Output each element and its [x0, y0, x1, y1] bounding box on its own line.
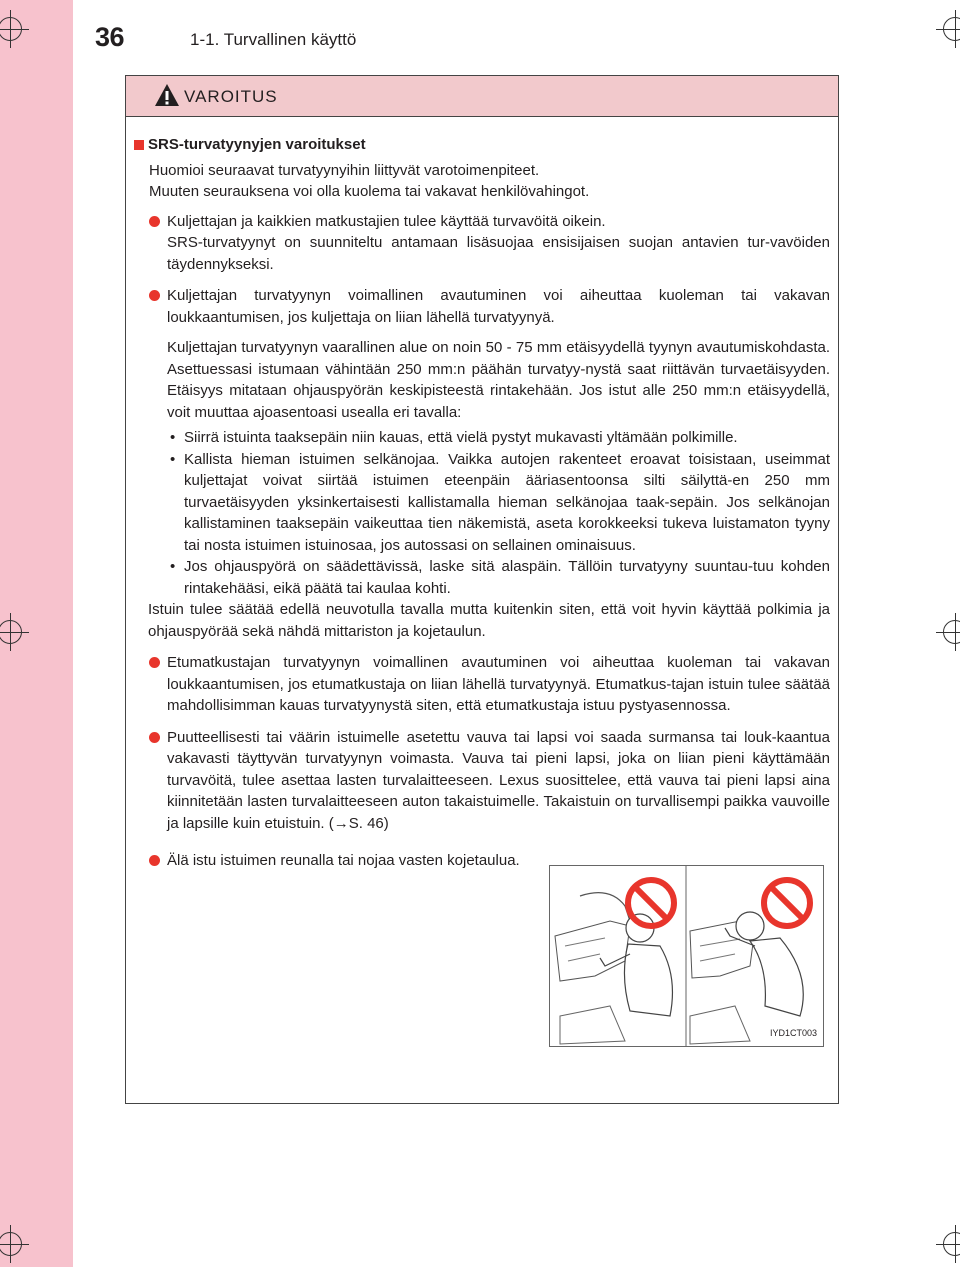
warning-header: [126, 76, 838, 117]
registration-mark-icon: [943, 17, 960, 41]
closing-paragraph: Istuin tulee säätää edellä neuvotulla tavalla mutta kuitenkin siten, että voit hyvin käyttää polkimia ja ohjauspyörää sekä nähdä mittariston ja kojetaulun.: [148, 601, 830, 640]
bullet-text: Kuljettajan turvatyynyn voimallinen avautuminen voi aiheuttaa kuoleman tai vakavan loukkaantumisen, jos kuljettaja on liian lähellä turvatyynyä.: [167, 287, 830, 326]
warning-title: VAROITUS: [184, 87, 278, 106]
bullet-dot-icon: [149, 290, 160, 301]
bullet-text: Kuljettajan ja kaikkien matkustajien tulee käyttää turvavöitä oikein.: [167, 212, 606, 230]
sub-list-item: • Siirrä istuinta taaksepäin niin kauas, että vielä pystyt mukavasti yltämään polkimille.: [167, 427, 830, 449]
intro-line: Muuten seurauksena voi olla kuolema tai vakavat henkilövahingot.: [149, 183, 590, 200]
bullet-dot-icon: [149, 855, 160, 866]
bullet-with-illustration: [134, 850, 830, 1040]
sub-list-item: • Kallista hieman istuimen selkänojaa. Vaikka autojen rakenteet eroavat toisistaan, useimmat kuljettajat voivat siirtää istuimen eteenpäin ääriasentoonsa silti säilyttä-en 250 mm turvaetäisyyden yksinkertaisesti kallistamalla hieman selkänojaa taak-sepäin. Jos selkänojan kallistaminen taaksepäin vaikeuttaa tien näkemistä, aseta korokkeeksi tukeva luistamaton tyyny tai nosta istuimen istuinosaa, jos autossasi on sellainen ominaisuus.: [167, 449, 830, 557]
section-title: 1-1. Turvallinen käyttö: [190, 30, 357, 49]
page-number: 36: [95, 22, 125, 52]
bullet-text: Älä istu istuimen reunalla tai nojaa vasten kojetaulua.: [167, 852, 520, 869]
bullet-dot-icon: [149, 732, 160, 743]
sub-list: [134, 427, 830, 599]
warning-box: [125, 75, 839, 1104]
warning-content: [134, 134, 830, 1040]
bullet-text: Puutteellisesti tai väärin istuimelle asetettu vauva tai lapsi voi saada surmansa tai louk-kaantua vakavasti täyttyvän turvatyynyn voimasta. Vauva tai pieni lapsi, joka on liian pieni käyttämään turvavöitä, tulee asettaa lasten turvalaitteeseen. Lexus suosittelee, että vauva tai pieni lapsi aina kiinnitetään lasten turvalaitteeseen auton takaistuimelle. Takaistuin on turvallisempi paikka vauvoille ja lapsille kuin etuistuin. (→S. 46): [167, 728, 830, 832]
bullet-item: [134, 727, 830, 835]
illustration: [549, 865, 824, 1047]
sub-list-item: • Jos ohjauspyörä on säädettävissä, laske sitä alaspäin. Tällöin turvatyyny suuntau-tuu kohden rintakehääsi, eikä päätä tai kaulaa kohti.: [167, 556, 830, 599]
bullet-item: [134, 850, 522, 872]
registration-mark-icon: [943, 1232, 960, 1256]
bullet-text: Etumatkustajan turvatyynyn voimallinen avautuminen voi aiheuttaa kuoleman tai vakavan loukkaantumisen, jos etumatkustaja on liian lähellä turvatyynyä. Etumatkus-tajan istuin tulee säätää mahdollisimman kauas turvatyynystä siten, että etumatkustaja istuu pystyasennossa.: [167, 654, 830, 714]
prohibition-icon: [764, 880, 810, 926]
registration-mark-icon: [943, 620, 960, 644]
illustration-code: IYD1CT003: [769, 1027, 817, 1038]
warning-triangle-icon: [154, 83, 180, 112]
section-heading: SRS-turvatyynyjen varoitukset: [134, 134, 830, 156]
bullet-text: SRS-turvatyynyt on suunniteltu antamaan lisäsuojaa ensisijaisen suojan antavien tur-vavöiden täydennykseksi.: [167, 234, 830, 273]
bullet-item: [134, 652, 830, 717]
bullet-item: [134, 285, 830, 328]
bullet-dot-icon: [149, 216, 160, 227]
intro-line: Huomioi seuraavat turvatyynyihin liittyvät varotoimenpiteet.: [149, 161, 540, 179]
bullet-item: [134, 211, 830, 276]
detail-paragraph: Kuljettajan turvatyynyn vaarallinen alue on noin 50 - 75 mm etäisyydellä tyynyn avautumiskohdasta. Asettuessasi istumaan vähintään 250 mm:n päähän turvatyy-nystä saat riittävän turvaetäisyyden. Etäisyys mitataan ohjauspyörän keskipisteestä rintakehään. Jos istut alle 250 mm:n etäisyydellä, voit muuttaa ajoasentoasi usealla eri tavalla:: [167, 339, 830, 421]
seated-driver-illustration: [550, 866, 823, 1046]
bullet-dot-icon: [149, 657, 160, 668]
